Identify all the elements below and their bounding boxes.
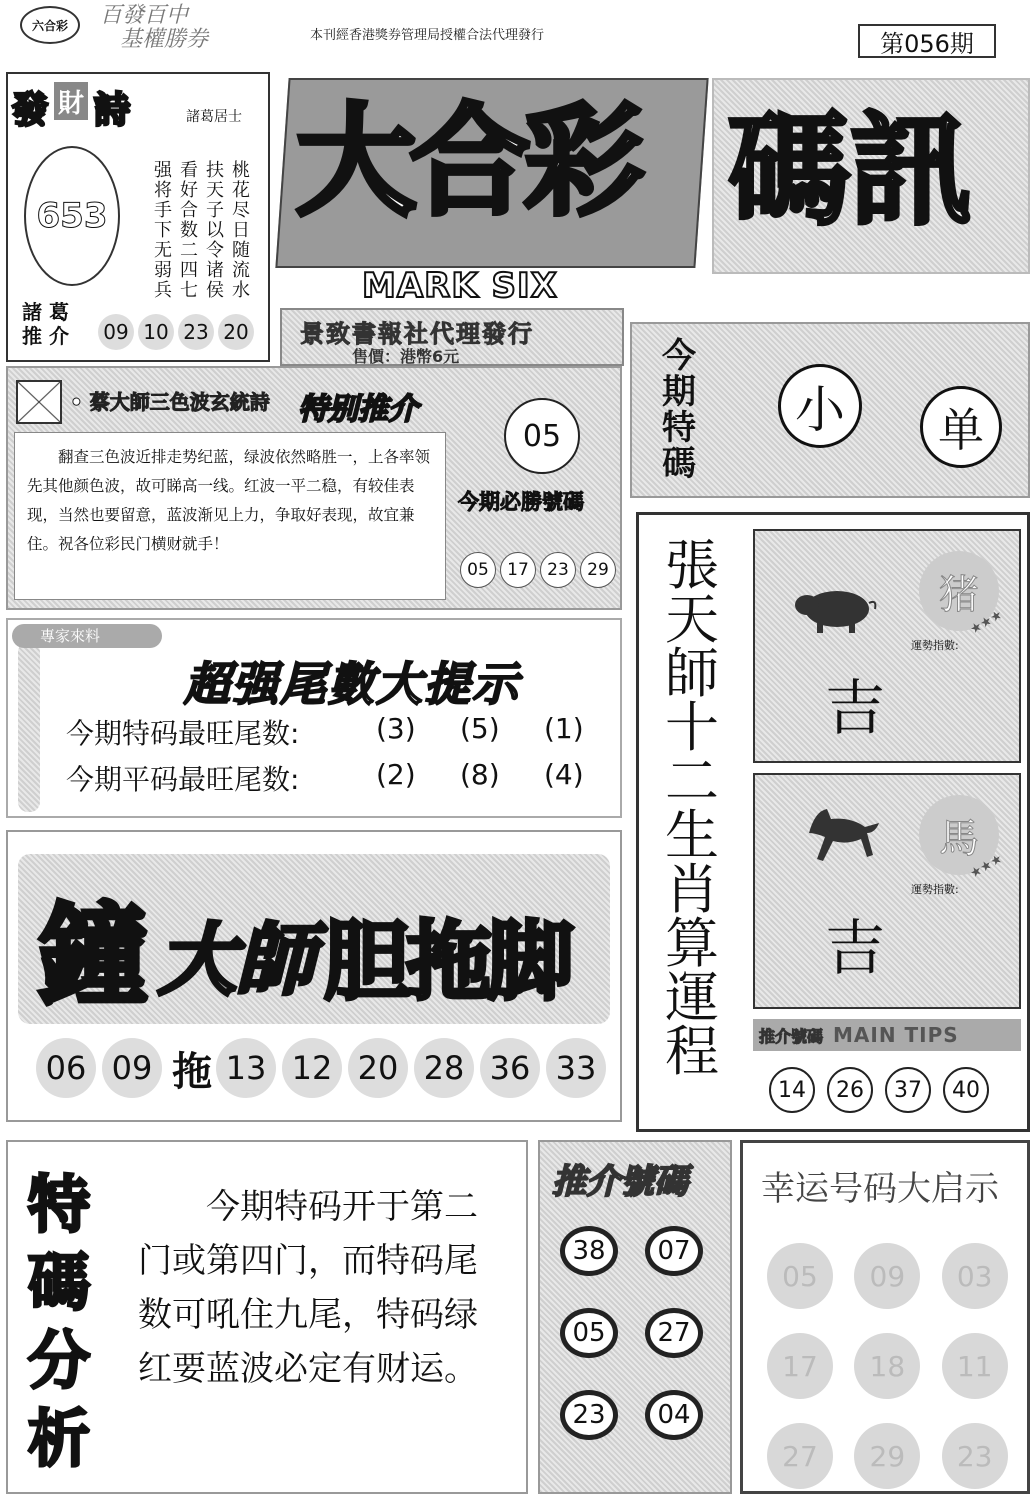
special-code-panel [630,322,1030,498]
zhong-number-ball: 33 [546,1038,606,1098]
main-tips-label-cn: 推介號碼 [759,1026,824,1046]
tail-row-value: (8) [460,758,500,791]
poem-circle-number: 653 [36,196,108,236]
poem-title [12,82,130,133]
zodiac-animal-seal: 馬 [919,795,999,875]
agent-banner [280,308,624,366]
tail-row-2 [66,758,584,798]
masthead-title2: 碼訊 [728,100,972,242]
zhong-title-master: 大師 [158,916,315,1006]
tail-badge-text: 專家來料 [40,627,101,645]
tail-badge [12,624,162,648]
poem-verse-3: 看好合数二四七 [177,160,198,300]
license-notice: 本刊經香港獎券管理局授權合法代理發行 [310,28,545,43]
tail-sidebar [18,642,40,812]
zhong-number-ball: 36 [480,1038,540,1098]
lucky-number-ball: 17 [767,1333,833,1399]
zodiac-animal-seal: 猪 [919,551,999,631]
tail-row-label: 今期平码最旺尾数: [66,763,300,796]
zhong-panel [6,830,622,1122]
logo-badge [20,6,80,44]
slogan [100,4,270,52]
poem-verse-4: 强将手下无弱兵 [151,160,172,300]
special-code-pick-parity: 单 [920,386,1002,468]
recommend-number-ball: 04 [645,1390,703,1440]
must-win-label: 今期必勝號碼 [458,490,584,514]
recommend-grid [560,1226,710,1440]
main-tips-header [753,1019,1021,1051]
zodiac-luck-label: 運勢指數: [911,883,959,896]
recommend-number-ball: 23 [560,1390,618,1440]
tail-row-value: (5) [460,712,500,745]
must-win-number-ball: 17 [500,552,536,588]
special-code-label-char: 特 [662,408,696,448]
poem-title-char-2: 財 [54,82,88,120]
zhong-number-ball: 20 [348,1038,408,1098]
zhong-title-type: 胆拖脚 [324,912,570,1012]
tail-panel [6,618,622,818]
zodiac-vertical-title: 張天師十二生肖算運程 [665,534,719,1083]
tail-row-label: 今期特码最旺尾数: [66,717,300,750]
zodiac-verdict: 吉 [825,674,885,744]
lucky-number-ball: 23 [942,1423,1008,1489]
zhong-number-ball: 28 [414,1038,474,1098]
tail-row-value: (1) [544,712,584,745]
poem-verses [148,140,252,300]
cai-panel [6,366,622,610]
pig-icon [791,581,881,637]
zodiac-panel [636,512,1030,1132]
must-win-number-ball: 23 [540,552,576,588]
recommend-number-ball: 38 [560,1226,618,1276]
zodiac-card [753,773,1021,1009]
special-code-label-char: 今 [662,336,696,376]
lucky-number-ball: 18 [854,1333,920,1399]
special-code-label-char: 碼 [662,444,696,484]
lucky-title: 幸运号码大启示 [761,1169,999,1209]
logo-text: 六合彩 [31,18,68,33]
lucky-number-ball: 09 [854,1243,920,1309]
poem-number-ball: 09 [98,314,134,350]
poem-number-ball: 23 [178,314,214,350]
poem-recommend-label-bottom: 推 介 [22,324,69,348]
zhong-drag-label: 拖 [172,1048,212,1095]
zhong-number-ball: 09 [102,1038,162,1098]
must-win-number-ball: 29 [580,552,616,588]
tail-row-value: (4) [544,758,584,791]
horse-icon [789,803,889,883]
main-tips-numbers [769,1067,989,1113]
poem-circle [24,146,120,286]
zhong-numbers [36,1038,606,1098]
poem-number-ball: 20 [218,314,254,350]
cai-tag: 特别推介 [298,392,418,427]
zhong-title-char: 鐘 [38,892,148,1020]
slogan-line1: 百發百中 [100,3,189,28]
recommend-panel [538,1140,732,1494]
lucky-panel [740,1140,1030,1494]
main-tips-ball: 26 [827,1067,873,1113]
special-code-label [662,338,696,482]
slogan-line2: 基權勝券 [120,27,209,52]
zhong-number-ball: 13 [216,1038,276,1098]
issue-number: 第056期 [858,24,996,58]
special-code-label-char: 期 [662,372,696,412]
cai-heading: • 蔡大師三色波玄統詩 [70,390,270,414]
poem-title-char-3: 詩 [94,90,131,131]
masthead-subtitle: MARK SIX [362,266,558,306]
poem-recommend-label [22,300,69,348]
agent-line: 景致書報社代理發行 [300,319,534,348]
lucky-number-ball: 05 [767,1243,833,1309]
poem-number-ball: 10 [138,314,174,350]
lucky-number-ball: 27 [767,1423,833,1489]
recommend-number-ball: 07 [645,1226,703,1276]
zhong-number-ball: 06 [36,1038,96,1098]
poem-panel [6,72,270,362]
tail-row-value: (3) [376,712,416,745]
poem-numbers [98,314,254,350]
main-tips-ball: 40 [943,1067,989,1113]
recommend-number-ball: 27 [645,1308,703,1358]
must-win-number-ball: 05 [460,552,496,588]
price-line: 售價：港幣6元 [352,347,460,366]
zodiac-verdict: 吉 [825,914,885,984]
cai-cross-icon [16,380,62,424]
lucky-number-ball: 29 [854,1423,920,1489]
zodiac-luck-stars: ★★★ [967,607,1006,638]
zhong-number-ball: 12 [282,1038,342,1098]
tail-row-1 [66,712,584,752]
main-tips-ball: 14 [769,1067,815,1113]
recommend-title: 推介號碼 [552,1162,688,1202]
masthead-title: 大合彩 [296,93,638,232]
must-win-numbers [460,552,616,588]
poem-title-char-1: 發 [12,90,49,131]
analysis-body: 今期特码开于第二门或第四门，而特码尾数可吼住九尾，特码绿红要蓝波必定有财运。 [138,1187,478,1389]
zodiac-card [753,529,1021,763]
analysis-vertical-title: 特碼分析 [27,1168,90,1475]
main-tips-ball: 37 [885,1067,931,1113]
analysis-panel [6,1140,528,1494]
lucky-grid [767,1243,1013,1489]
tail-row-value: (2) [376,758,416,791]
special-code-pick-size: 小 [778,364,862,448]
lucky-number-ball: 11 [942,1333,1008,1399]
poem-recommend-label-top: 諸 葛 [22,300,69,324]
poem-verse-2: 扶天子以令诸侯 [203,160,224,300]
lucky-number-ball: 03 [942,1243,1008,1309]
poem-verse-1: 桃花尽日随流水 [229,160,250,300]
zodiac-luck-label: 運勢指數: [911,639,959,652]
main-tips-label-en: MAIN TIPS [833,1023,959,1047]
poem-author: 諸葛居士 [186,109,242,125]
zodiac-luck-stars: ★★★ [967,851,1006,882]
must-win-ball: 05 [504,398,580,474]
cai-body: 翻查三色波近排走势纪蓝，绿波依然略胜一，上各率领先其他颜色波，故可睇高一线。红波一平二稳，有较佳表现，当然也要留意，蓝波渐见上力，争取好表现，故宜兼住。祝各位彩民门横财就手！ [14,432,446,600]
recommend-number-ball: 05 [560,1308,618,1358]
tail-title: 超强尾數大提示 [184,657,520,711]
